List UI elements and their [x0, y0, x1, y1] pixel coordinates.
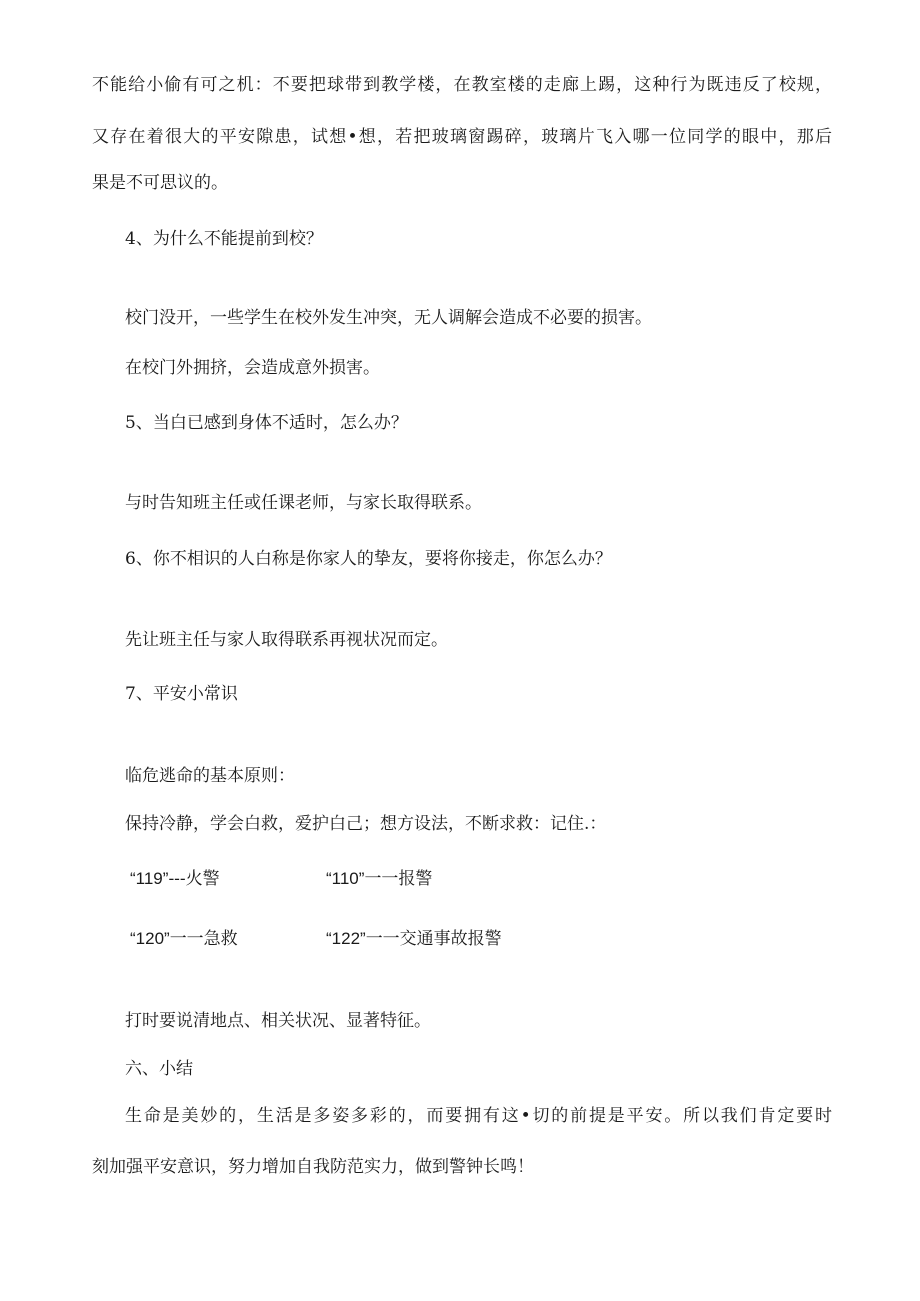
emergency-number-ambulance	[130, 929, 238, 949]
summary-heading: 六、小结	[125, 1059, 193, 1079]
emergency-desc: 一一急救	[169, 929, 238, 949]
emergency-number: “110”	[326, 869, 365, 888]
emergency-number: “119”	[130, 869, 169, 888]
emergency-desc: ---火警	[168, 869, 220, 889]
question-6-heading: 6、你不相识的人白称是你家人的挚友，要将你接走，你怎么办？	[125, 549, 612, 569]
question-4-answer-1: 校门没开，一些学生在校外发生冲突，无人调解会造成不必要的损害。	[125, 308, 652, 328]
question-4-heading: 4、为什么不能提前到校？	[125, 229, 323, 249]
emergency-desc: 一一报警	[364, 869, 433, 889]
question-5-heading: 5、当白已感到身体不适时，怎么办？	[125, 413, 408, 433]
question-6-answer: 先让班主任与家人取得联系再视状况而定。	[125, 630, 448, 650]
emergency-number: “122”	[326, 929, 366, 948]
question-5-answer: 与时告知班主任或任课老师，与家长取得联系。	[125, 493, 482, 513]
intro-line-1: 不能给小偷有可之机：不要把球带到教学楼，在教室楼的走廊上踢，这种行为既违反了校规，	[92, 75, 832, 95]
question-7-heading: 7、平安小常识	[125, 684, 238, 704]
principle-text: 保持冷静，学会白救，爱护白己；想方设法，不断求救：记住.：	[125, 814, 607, 834]
summary-line-2: 刻加强平安意识，努力增加自我防范实力，做到警钟长鸣！	[92, 1157, 534, 1177]
emergency-number-police	[326, 869, 432, 889]
emergency-number-traffic	[326, 929, 502, 949]
principle-title: 临危逃命的基本原则：	[125, 766, 295, 786]
emergency-desc: 一一交通事故报警	[365, 929, 502, 949]
intro-line-3: 果是不可思议的。	[92, 173, 228, 193]
summary-line-1: 生命是美妙的，生活是多姿多彩的，而要拥有这•切的前提是平安。所以我们肯定要时	[125, 1106, 832, 1126]
intro-line-2: 又存在着很大的平安隙患，试想•想，若把玻璃窗踢碎，玻璃片飞入哪一位同学的眼中，那后	[92, 127, 832, 147]
emergency-number: “120”	[130, 929, 170, 948]
call-tip: 打时要说清地点、相关状况、显著特征。	[125, 1011, 431, 1031]
question-4-answer-2: 在校门外拥挤，会造成意外损害。	[125, 358, 380, 378]
emergency-number-fire	[130, 869, 220, 889]
